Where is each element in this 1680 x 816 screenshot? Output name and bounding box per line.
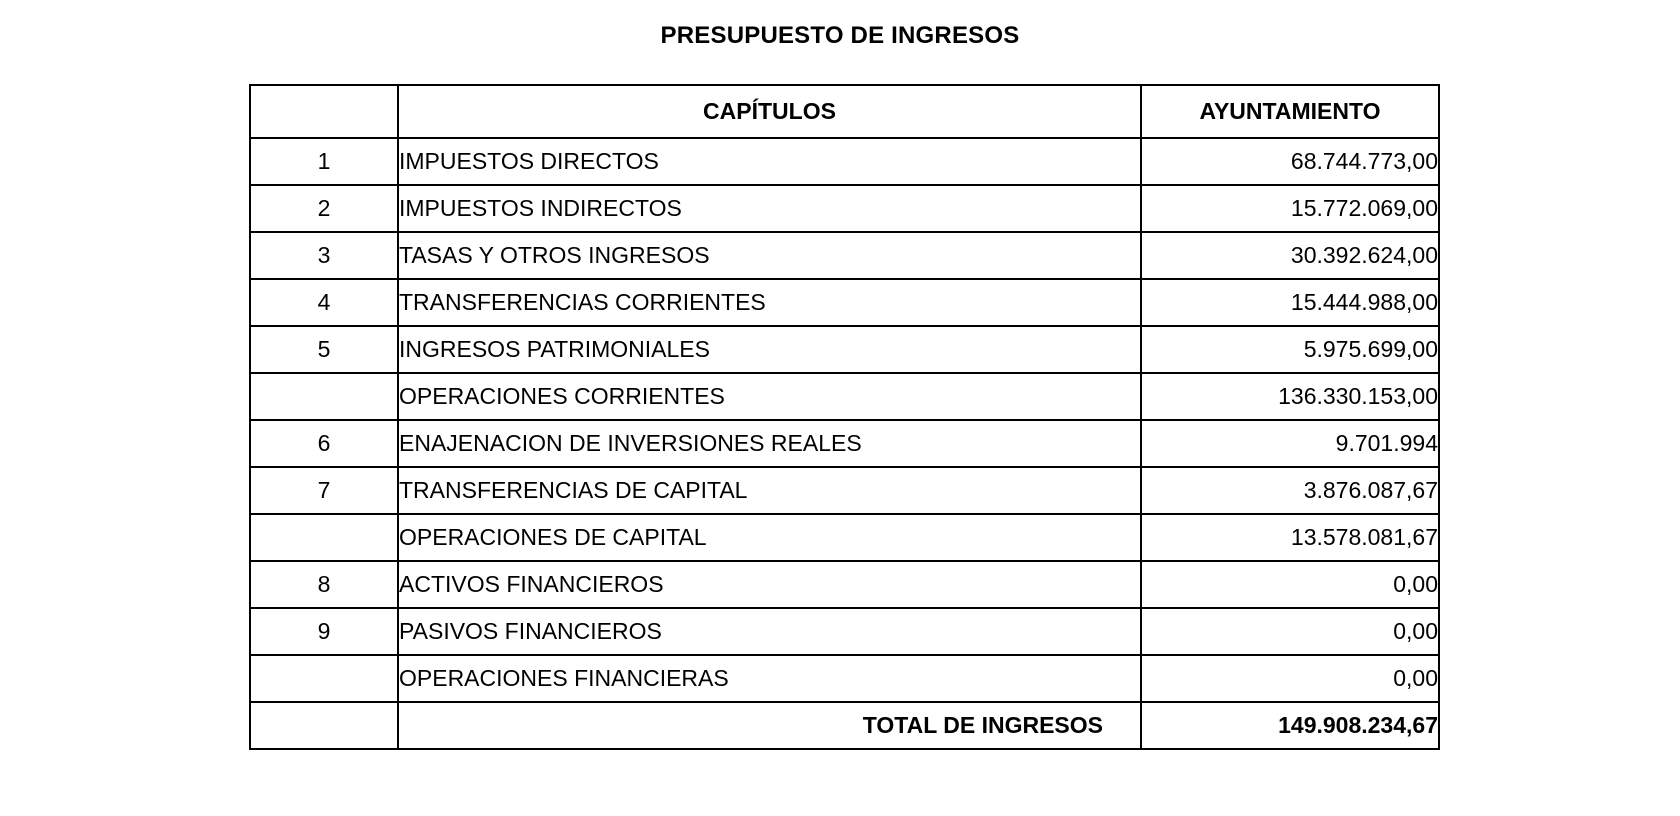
row-amount: 13.578.081,67 [1141, 514, 1439, 561]
row-number: 6 [250, 420, 398, 467]
total-label: TOTAL DE INGRESOS [398, 702, 1141, 749]
total-row [250, 702, 1439, 749]
row-number [250, 514, 398, 561]
row-number: 5 [250, 326, 398, 373]
subtotal-row [250, 655, 1439, 702]
table-row [250, 326, 1439, 373]
row-chapter-name: IMPUESTOS DIRECTOS [398, 138, 1141, 185]
income-budget-table [249, 84, 1440, 750]
table-row [250, 420, 1439, 467]
row-number: 7 [250, 467, 398, 514]
row-amount: 0,00 [1141, 655, 1439, 702]
table-row [250, 561, 1439, 608]
subtotal-row [250, 373, 1439, 420]
row-amount: 30.392.624,00 [1141, 232, 1439, 279]
row-chapter-name: TRANSFERENCIAS DE CAPITAL [398, 467, 1141, 514]
row-amount: 136.330.153,00 [1141, 373, 1439, 420]
table-row [250, 185, 1439, 232]
header-council: AYUNTAMIENTO [1141, 85, 1439, 138]
row-number: 8 [250, 561, 398, 608]
page-title: PRESUPUESTO DE INGRESOS [660, 22, 1020, 49]
subtotal-row [250, 514, 1439, 561]
table-row [250, 279, 1439, 326]
row-chapter-name: INGRESOS PATRIMONIALES [398, 326, 1141, 373]
total-number [250, 702, 398, 749]
row-amount: 0,00 [1141, 561, 1439, 608]
table-row [250, 608, 1439, 655]
row-amount: 9.701.994 [1141, 420, 1439, 467]
row-chapter-name: ENAJENACION DE INVERSIONES REALES [398, 420, 1141, 467]
row-chapter-name: OPERACIONES DE CAPITAL [398, 514, 1141, 561]
row-number: 4 [250, 279, 398, 326]
row-chapter-name: ACTIVOS FINANCIEROS [398, 561, 1141, 608]
table-header-row [250, 85, 1439, 138]
row-amount: 3.876.087,67 [1141, 467, 1439, 514]
row-chapter-name: OPERACIONES CORRIENTES [398, 373, 1141, 420]
row-amount: 15.772.069,00 [1141, 185, 1439, 232]
table-row [250, 138, 1439, 185]
header-chapters: CAPÍTULOS [398, 85, 1141, 138]
row-number: 9 [250, 608, 398, 655]
row-chapter-name: IMPUESTOS INDIRECTOS [398, 185, 1141, 232]
row-number: 2 [250, 185, 398, 232]
row-amount: 68.744.773,00 [1141, 138, 1439, 185]
row-amount: 0,00 [1141, 608, 1439, 655]
table-row [250, 467, 1439, 514]
row-number [250, 373, 398, 420]
row-amount: 5.975.699,00 [1141, 326, 1439, 373]
row-number: 1 [250, 138, 398, 185]
row-amount: 15.444.988,00 [1141, 279, 1439, 326]
row-chapter-name: PASIVOS FINANCIEROS [398, 608, 1141, 655]
total-amount: 149.908.234,67 [1141, 702, 1439, 749]
row-chapter-name: TRANSFERENCIAS CORRIENTES [398, 279, 1141, 326]
table-row [250, 232, 1439, 279]
row-number [250, 655, 398, 702]
header-number [250, 85, 398, 138]
row-chapter-name: OPERACIONES FINANCIERAS [398, 655, 1141, 702]
row-chapter-name: TASAS Y OTROS INGRESOS [398, 232, 1141, 279]
row-number: 3 [250, 232, 398, 279]
